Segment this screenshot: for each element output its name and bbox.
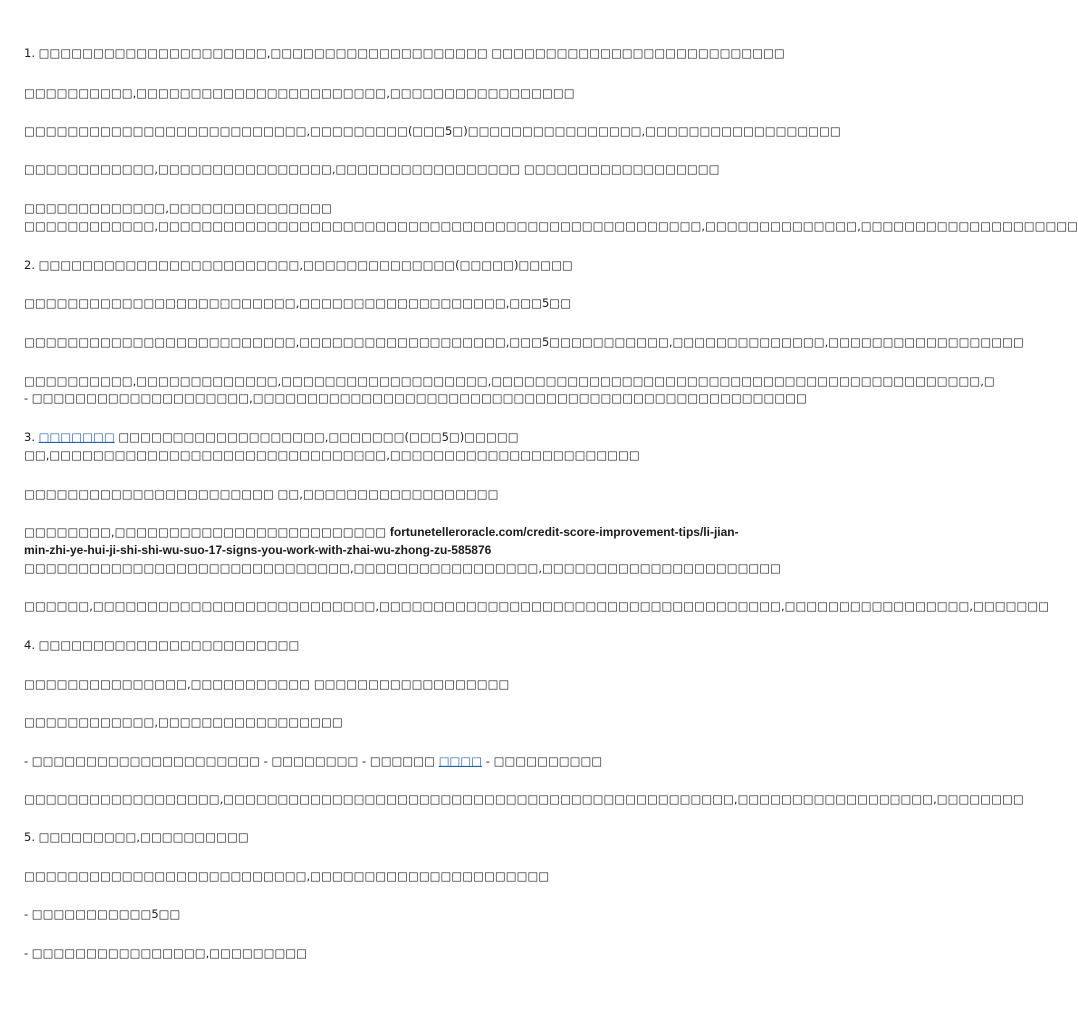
paragraph: □□□□□□□□□□□□□□□□□□□□□□□□□□□□□□,□□□□□□□□□□□□□□□□□,□□□□□□□□□□□□□□□□□□□□□□	[24, 561, 782, 575]
paragraph: □□□□□□□□□□□□□□□□□□□□□□□□□,□□□□□□□□□□□□□□□□□□□,□□□5□□□□□□□□□□□,□□□□□□□□□□□□□□,□□□□□□□□□□□□□□□□□□	[24, 335, 1024, 349]
paragraph: □□□□□□□□□□□□□□□□□□□□□□□□□□,□□□□□□□□□□□□□□□□□□□□□□	[24, 869, 550, 883]
section-2-heading: 2. □□□□□□□□□□□□□□□□□□□□□□□□,□□□□□□□□□□□□□□(□□□□□)□□□□□	[24, 258, 573, 272]
list-item: - □□□□□□□□□□□□□□□□□□□□,□□□□□□□□□□□□□□□□□□□□□□□□□□□□□□□□□□□□□□□□□□□□□□□□□□□	[24, 391, 807, 405]
list-text: - □□□□□□□□□□□□□□□□□□□□□ - □□□□□□□□ - □□□□□□	[24, 754, 439, 768]
inline-link[interactable]: □□□□□□□	[38, 430, 115, 444]
section-4-heading: 4. □□□□□□□□□□□□□□□□□□□□□□□□	[24, 638, 300, 652]
paragraph: □□□□□□□□□□□□□□□□□□□□□□□□□,□□□□□□□□□□□□□□□□□□□,□□□5□□	[24, 296, 572, 310]
paragraph: □□□□□□□□□□□□□□□□□□,□□□□□□□□□□□□□□□□□□□□□□□□□□□□□□□□□□□□□□□□□□□□□□□,□□□□□□□□□□□□□□□□□□,□□□□□□□□	[24, 792, 1024, 806]
paragraph: □□□□□□□□□□□□□□□,□□□□□□□□□□□ □□□□□□□□□□□□□□□□□□	[24, 677, 510, 691]
url-continuation	[24, 542, 720, 558]
paragraph: □□□□□□□□□□□□,□□□□□□□□□□□□□□□□□□□□□□□□□□□□□□□□□□□□□□□□□□□□□□□□□□,□□□□□□□□□□□□□□,□□□□□□□□□□□□□□□□□□□□	[24, 219, 1078, 233]
paragraph: □□□□□□□□□□□□□□□□□□□□□□□ □□,□□□□□□□□□□□□□□□□□□	[24, 487, 499, 501]
paragraph: □□□□□□□□□□□□,□□□□□□□□□□□□□□□□,□□□□□□□□□□□□□□□□□ □□□□□□□□□□□□□□□□□□	[24, 162, 720, 176]
paragraph: □□□□□□□□□□□□□□□□□□□□□□□□□□,□□□□□□□□□(□□□5□)□□□□□□□□□□□□□□□□,□□□□□□□□□□□□□□□□□□	[24, 124, 841, 138]
paragraph: □□,□□□□□□□□□□□□□□□□□□□□□□□□□□□□□□□,□□□□□□□□□□□□□□□□□□□□□□□	[24, 448, 640, 462]
list-line	[24, 753, 720, 769]
url-text: min-zhi-ye-hui-ji-shi-shi-wu-suo-17-signs-you-work-with-zhai-wu-zhong-zu-585876	[24, 543, 492, 557]
heading-number: 3.	[24, 430, 39, 444]
section-1-heading: 1. □□□□□□□□□□□□□□□□□□□□□,□□□□□□□□□□□□□□□□□□□□ □□□□□□□□□□□□□□□□□□□□□□□□□□□	[24, 46, 785, 60]
paragraph-text: □□□□□□□□,□□□□□□□□□□□□□□□□□□□□□□□□□	[24, 525, 390, 539]
section-5-heading: 5. □□□□□□□□□,□□□□□□□□□□	[24, 830, 249, 844]
inline-link[interactable]: □□□□	[438, 754, 483, 768]
section-3-heading	[24, 429, 720, 445]
paragraph-with-url	[24, 524, 739, 540]
paragraph: □□□□□□,□□□□□□□□□□□□□□□□□□□□□□□□□□,□□□□□□□□□□□□□□□□□□□□□□□□□□□□□□□□□□□□□,□□□□□□□□□□□□□□□□□,□□□□□□□	[24, 599, 1050, 613]
url-text: fortunetelleroracle.com/credit-score-improvement-tips/li-jian-	[389, 525, 739, 539]
paragraph: □□□□□□□□□□,□□□□□□□□□□□□□,□□□□□□□□□□□□□□□□□□□,□□□□□□□□□□□□□□□□□□□□□□□□□□□□□□□□□□□□□□□□□□□□□,□	[24, 374, 995, 388]
list-item: - □□□□□□□□□□□□□□□□,□□□□□□□□□	[24, 946, 308, 960]
paragraph: □□□□□□□□□□□□,□□□□□□□□□□□□□□□□□	[24, 715, 343, 729]
paragraph: □□□□□□□□□□,□□□□□□□□□□□□□□□□□□□□□□□,□□□□□□□□□□□□□□□□□	[24, 86, 575, 100]
heading-text: □□□□□□□□□□□□□□□□□□□,□□□□□□□(□□□5□)□□□□□	[114, 430, 519, 444]
paragraph: □□□□□□□□□□□□□,□□□□□□□□□□□□□□□	[24, 201, 332, 215]
list-item: - □□□□□□□□□□□5□□	[24, 907, 181, 921]
list-text: - □□□□□□□□□□	[482, 754, 603, 768]
